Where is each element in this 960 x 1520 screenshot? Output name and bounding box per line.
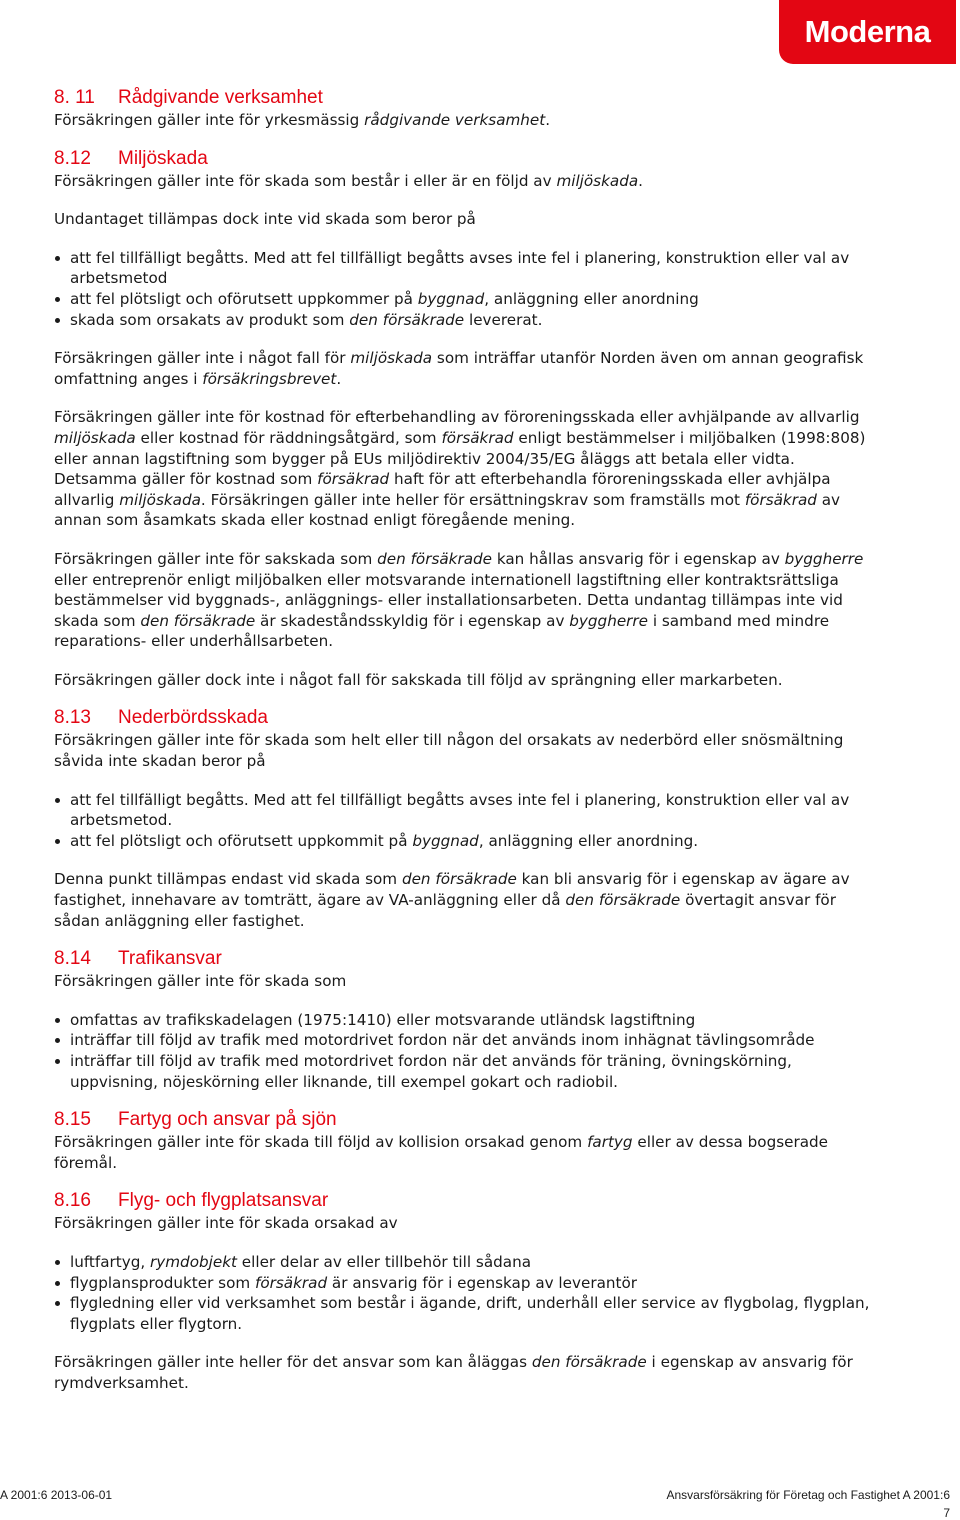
- paragraph: [54, 971, 874, 992]
- section-title: Fartyg och ansvar på sjön: [118, 1109, 337, 1131]
- paragraph: [54, 348, 874, 389]
- section-heading: [54, 1108, 874, 1132]
- bullet-item: [54, 790, 874, 831]
- text-run: omfattas av trafikskadelagen (1975:1410) eller motsvarande utländsk lagstiftning: [70, 1010, 696, 1029]
- paragraph: [54, 1132, 874, 1173]
- defined-term: den försäkrade: [401, 870, 517, 889]
- text-run: . Försäkringen gäller inte heller för ersättningskrav som framställs mot: [200, 490, 745, 509]
- bullet-item: [54, 310, 874, 331]
- defined-term: miljöskada: [119, 490, 201, 509]
- paragraph: [54, 1213, 874, 1234]
- section-title: Rådgivande verksamhet: [118, 87, 323, 108]
- page-number: 7: [943, 1506, 950, 1520]
- bullet-list: [54, 790, 874, 852]
- text-run: .: [638, 171, 643, 190]
- defined-term: byggherre: [569, 611, 648, 630]
- text-run: haft för att efterbehandla föroreningsskada eller avhjälpa allvarlig: [54, 470, 831, 509]
- text-run: Försäkringen gäller inte för skada orsakad av: [54, 1214, 398, 1233]
- section-heading: [54, 147, 874, 171]
- defined-term: byggherre: [784, 549, 864, 568]
- paragraph: [54, 407, 874, 531]
- section-heading: [54, 706, 874, 730]
- text-run: Försäkringen gäller inte för kostnad för efterbehandling av föroreningsskada eller avhjälpande av allvarlig: [54, 408, 860, 427]
- text-run: inträffar till följd av trafik med motordrivet fordon när det används inom inhägnat tävlingsområde: [70, 1031, 815, 1050]
- section-number: 8.14: [54, 948, 91, 970]
- bullet-list: [54, 1010, 874, 1092]
- text-run: att fel tillfälligt begåtts. Med att fel tillfälligt begåtts avses inte fel i planering, konstruktion eller val av arbetsmetod: [70, 248, 850, 288]
- section-heading: [54, 86, 874, 110]
- text-run: Försäkringen gäller inte för skada som: [54, 972, 347, 991]
- section-title: Flyg- och flygplatsansvar: [118, 1190, 329, 1212]
- text-run: av annan som åsamkats skada eller kostnad enligt föregående mening.: [54, 490, 841, 530]
- text-run: levererat.: [464, 310, 543, 329]
- defined-term: försäkrad: [255, 1273, 328, 1292]
- defined-term: byggnad: [417, 289, 485, 308]
- section-1: [54, 86, 874, 131]
- bullet-item: [54, 831, 874, 852]
- text-run: skada som orsakats av produkt som: [70, 310, 350, 329]
- bullet-item: [54, 1293, 874, 1334]
- defined-term: den försäkrade: [140, 611, 256, 630]
- section-2: [54, 147, 874, 691]
- text-run: luftfartyg,: [70, 1252, 151, 1271]
- text-run: Försäkringen gäller inte för skada som helt eller till någon del orsakats av nederbörd eller snösmältning såvida inte skadan beror på: [54, 731, 844, 771]
- defined-term: rådgivande verksamhet: [364, 111, 546, 129]
- text-run: som inträffar utanför Norden även om annan geografisk omfattning anges i: [54, 349, 864, 388]
- text-run: .: [545, 111, 551, 129]
- bullet-item: [54, 1010, 874, 1031]
- section-3: [54, 706, 874, 931]
- section-heading: [54, 947, 874, 971]
- text-run: kan bli ansvarig för i egenskap av ägare av fastighet, innehavare av tomträtt, ägare av VA-anläggning eller då: [54, 870, 850, 910]
- defined-term: den försäkrade: [531, 1353, 647, 1372]
- defined-term: miljöskada: [556, 171, 639, 190]
- text-run: i samband med mindre reparations- eller underhållsarbeten.: [54, 611, 830, 651]
- section-title: Miljöskada: [118, 147, 208, 169]
- defined-term: byggnad: [412, 831, 479, 850]
- paragraph: [54, 869, 874, 931]
- text-run: flygledning eller vid verksamhet som består i ägande, drift, underhåll eller service av flygbolag, flygplan, flygplats eller flygtorn.: [70, 1294, 870, 1333]
- footer-document-id: A 2001:6 2013-06-01: [0, 1488, 113, 1502]
- bullet-item: [54, 289, 874, 310]
- paragraph: [54, 1352, 874, 1393]
- defined-term: rymdobjekt: [150, 1252, 237, 1271]
- section-4: [54, 947, 874, 1092]
- text-run: är skadeståndsskyldig för i egenskap av: [255, 611, 570, 630]
- defined-term: försäkrad: [317, 470, 390, 489]
- bullet-list: [54, 248, 874, 330]
- section-number: 8.15: [54, 1109, 91, 1131]
- text-run: Försäkringen gäller dock inte i något fall för sakskada till följd av sprängning eller markarbeten.: [54, 670, 783, 689]
- text-run: inträffar till följd av trafik med motordrivet fordon när det används för träning, övningskörning, uppvisning, nöjeskörning eller liknande, till exempel gokart och radiobil.: [70, 1052, 792, 1091]
- text-run: Försäkringen gäller inte för skada till följd av kollision orsakad genom: [54, 1133, 588, 1152]
- section-5: [54, 1108, 874, 1173]
- text-run: .: [336, 369, 342, 388]
- defined-term: försäkrad: [744, 490, 817, 509]
- bullet-item: [54, 1030, 874, 1051]
- bullet-item: [54, 1252, 874, 1273]
- paragraph: [54, 171, 874, 192]
- text-run: att fel plötsligt och oförutsett uppkommer på: [70, 289, 418, 308]
- text-run: Försäkringen gäller inte för yrkesmässig: [54, 111, 365, 129]
- text-run: eller delar av eller tillbehör till sådana: [236, 1252, 532, 1271]
- defined-term: fartyg: [587, 1133, 633, 1152]
- text-run: kan hållas ansvarig för i egenskap av: [492, 549, 785, 568]
- paragraph: [54, 110, 874, 131]
- moderna-logo: Moderna: [779, 0, 956, 64]
- text-run: Försäkringen gäller inte heller för det ansvar som kan åläggas: [54, 1353, 532, 1372]
- section-number: 8.13: [54, 707, 91, 729]
- text-run: i egenskap av ansvarig för rymdverksamhet.: [54, 1353, 853, 1392]
- section-heading: [54, 1189, 874, 1213]
- text-run: Denna punkt tillämpas endast vid skada som: [54, 870, 402, 889]
- text-run: eller av dessa bogserade föremål.: [54, 1133, 829, 1172]
- bullet-item: [54, 1051, 874, 1092]
- bullet-item: [54, 1273, 874, 1294]
- text-run: är ansvarig för i egenskap av leverantör: [327, 1273, 637, 1292]
- defined-term: försäkrad: [441, 428, 514, 447]
- text-run: flygplansprodukter som: [70, 1273, 256, 1292]
- defined-term: miljöskada: [350, 349, 433, 368]
- text-run: enligt bestämmelser i miljöbalken (1998:808) eller annan lagstiftning som bygger på EUs miljödirektiv 2004/35/EG åläggs att betala eller vidta. Detsamma gäller för kostnad som: [54, 428, 866, 489]
- text-run: Försäkringen gäller inte i något fall för: [54, 349, 351, 368]
- text-run: att fel tillfälligt begåtts. Med att fel tillfälligt begåtts avses inte fel i planering, konstruktion eller val av arbetsmetod.: [70, 790, 850, 830]
- footer-document-title: Ansvarsförsäkring för Företag och Fastighet A 2001:6: [666, 1488, 950, 1502]
- section-6: [54, 1189, 874, 1393]
- paragraph: [54, 670, 874, 691]
- text-run: att fel plötsligt och oförutsett uppkommit på: [70, 831, 413, 850]
- section-number: 8.12: [54, 147, 91, 169]
- text-run: Undantaget tillämpas dock inte vid skada som beror på: [54, 210, 476, 229]
- defined-term: den försäkrade: [349, 310, 465, 329]
- section-title: Trafikansvar: [118, 948, 222, 970]
- paragraph: [54, 549, 874, 652]
- text-run: övertagit ansvar för sådan anläggning eller fastighet.: [54, 891, 836, 930]
- defined-term: försäkringsbrevet: [202, 369, 337, 388]
- text-run: eller entreprenör enligt miljöbalken eller motsvarande internationell lagstiftning eller kontraktsrättsliga bestämmelser vid byggnads-, anläggnings- eller installationsarbeten. Detta undantag tillämpas inte vid skada som: [54, 570, 843, 630]
- section-title: Nederbördsskada: [118, 707, 268, 729]
- defined-term: den försäkrade: [565, 891, 681, 910]
- bullet-list: [54, 1252, 874, 1334]
- section-number: 8.16: [54, 1190, 91, 1212]
- text-run: , anläggning eller anordning.: [478, 831, 699, 850]
- bullet-item: [54, 248, 874, 289]
- defined-term: den försäkrade: [377, 549, 492, 568]
- section-number: 8. 11: [54, 87, 95, 108]
- paragraph: [54, 730, 874, 771]
- text-run: eller kostnad för räddningsåtgärd, som: [135, 428, 442, 447]
- defined-term: miljöskada: [54, 428, 136, 447]
- paragraph: [54, 209, 874, 230]
- text-run: , anläggning eller anordning: [484, 289, 699, 308]
- text-run: Försäkringen gäller inte för sakskada som: [54, 549, 378, 568]
- text-run: Försäkringen gäller inte för skada som består i eller är en följd av: [54, 171, 557, 190]
- document-body: [54, 86, 874, 1410]
